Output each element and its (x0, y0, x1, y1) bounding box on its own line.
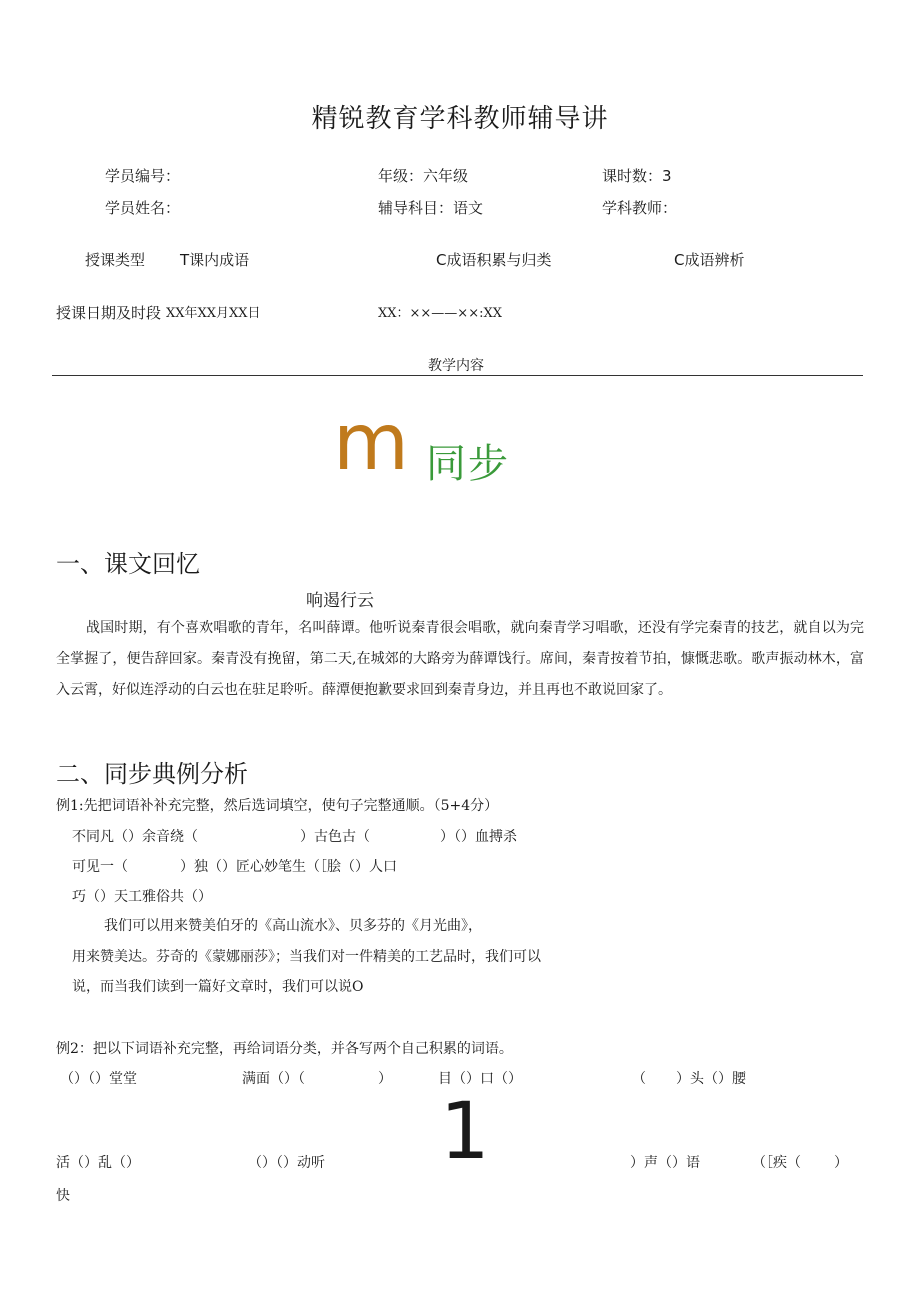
content-label: 教学内容 (428, 358, 484, 374)
ex2-word-a2: 满面（）（ (242, 1071, 305, 1087)
banner-logo-m: m (333, 398, 409, 488)
time-value: XX：××——××:XX (378, 306, 502, 321)
ex2-word-a4: 目（）口（） (438, 1071, 522, 1087)
ex1-row1-b: ）古色古（ (300, 829, 370, 845)
ex1-row1-a: 不同凡（）余音绕（ (72, 829, 198, 845)
ex2-word-a3: ） (378, 1071, 392, 1087)
ex2-word-b2: （）（）动听 (248, 1155, 325, 1171)
content-divider (52, 375, 863, 376)
ex2-word-b4: （［疾（ (752, 1155, 801, 1171)
page-title: 精锐教育学科教师辅导讲 (311, 104, 609, 134)
ex2-word-a6: ）头（）腰 (676, 1071, 746, 1087)
grade-field: 年级：六年级 (378, 167, 469, 185)
lesson-type-1: T课内成语 (180, 251, 250, 269)
section1-heading: 一、课文回忆 (56, 550, 200, 578)
ex1-sentence3: 说，而当我们读到一篇好文章时，我们可以说O (72, 979, 364, 995)
teacher-label: 学科教师： (602, 199, 678, 217)
ex2-word-b5: ） (834, 1155, 848, 1171)
ex1-row2-a: 可见一（ (72, 859, 128, 875)
student-id-label: 学员编号： (105, 167, 181, 185)
student-name-label: 学员姓名： (105, 199, 181, 217)
ex2-word-a5: （ (632, 1071, 646, 1087)
page-number: 1 (440, 1087, 490, 1177)
date-value: XX年XX月XX日 (166, 306, 261, 321)
date-label: 授课日期及时段 (56, 304, 162, 322)
ex2-word-b1: 活（）乱（） (56, 1155, 140, 1171)
ex1-sentence2: 用来赞美达。芬奇的《蒙娜丽莎》；当我们对一件精美的工艺品时，我们可以 (72, 949, 541, 965)
lesson-type-label: 授课类型 (85, 251, 146, 269)
story-title: 响遏行云 (306, 591, 374, 611)
ex1-prompt: 例1:先把词语补补充完整，然后选词填空，使句子完整通顺。（5+4分） (56, 798, 499, 814)
story-paragraph: 战国时期，有个喜欢唱歌的青年，名叫薛谭。他听说秦青很会唱歌，就向秦青学习唱歌，还没有学完秦青的技艺，就自以为完全掌握了，便告辞回家。秦青没有挽留，第二天,在城郊的大路旁为薛谭饯行。席间，秦青按着节拍，慷慨悲歌。歌声振动林木，富入云霄，好似连浮动的白云也在驻足聆听。薛潭便抱歉要求回到秦青身边，并且再也不敢说回家了。 (56, 620, 864, 698)
lesson-type-3: C成语辨析 (674, 251, 745, 269)
ex2-prompt: 例2：把以下词语补充完整，再给词语分类，并各写两个自己积累的词语。 (56, 1041, 513, 1057)
ex2-word-a1: （）（）堂堂 (60, 1071, 137, 1087)
subject-field: 辅导科目：语文 (378, 199, 484, 217)
ex1-row3: 巧（）天工雅俗共（） (72, 889, 212, 905)
hours-field: 课时数：3 (602, 167, 672, 185)
section2-heading: 二、同步典例分析 (56, 760, 248, 788)
banner-sync: 同步 (426, 441, 510, 487)
ex2-word-b3: ）声（）语 (630, 1155, 700, 1171)
ex2-word-c1: 快 (56, 1188, 70, 1204)
lesson-type-2: C成语积累与归类 (436, 251, 552, 269)
ex1-sentence1: 我们可以用来赞美伯牙的《高山流水》、贝多芬的《月光曲》， (104, 918, 482, 934)
ex1-row1-c: ）（）血搏杀 (440, 829, 517, 845)
ex1-row2-b: ）独（）匠心妙笔生（［脍（）人口 (180, 859, 397, 875)
